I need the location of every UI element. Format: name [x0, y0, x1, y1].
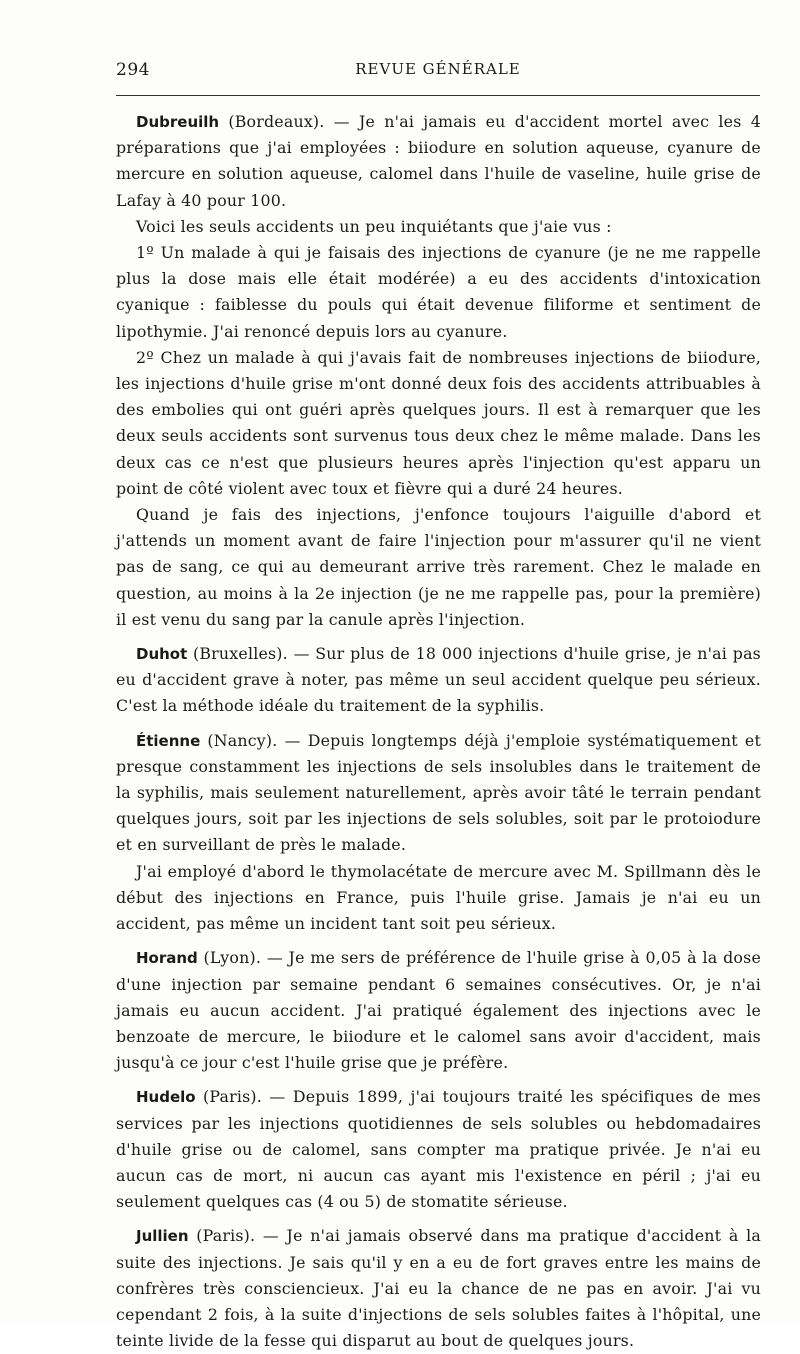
author-name: Dubreuilh — [136, 113, 220, 131]
paragraph-text: (Paris). — Je n'ai jamais observé dans ma pratique d'accident à la suite des injections. Je sais qu'il y en a eu de fort graves entre les mains de confrères très consciencieux. J'ai eu la chance de ne pas en avoir. J'ai vu cependant 2 fois, à la suite d'injections de sels solubles faites à l'hôpital, une teinte livide de la fesse qui disparut au bout de quelques jours. — [116, 1226, 761, 1351]
paragraph-text: (Bordeaux). — Je n'ai jamais eu d'accident mortel avec les 4 préparations que j'ai employées : biiodure en solution aqueuse, cyanure de mercure en solution aqueuse, calomel dans l'huile de vaseline, huile grise de Lafay à 40 pour 100. — [116, 112, 761, 210]
entry-paragraph: J'ai employé d'abord le thymolacétate de mercure avec M. Spillmann dès le début des injections en France, puis l'huile grise. Jamais je n'ai eu un accident, pas même un incident tant soit peu sérieux. — [116, 861, 761, 934]
entry-paragraph — [116, 1084, 761, 1215]
entry-paragraph — [116, 728, 761, 859]
page-number: 294 — [116, 60, 150, 80]
author-name: Horand — [136, 949, 198, 968]
entry-paragraph: 1º Un malade à qui je faisais des injections de cyanure (je ne me rappelle plus la dose mais elle était modérée) a eu des accidents d'intoxication cyanique : faiblesse du pouls qui était devenue filiforme et sentiment de lipothymie. J'ai renoncé depuis lors au cyanure. — [116, 243, 761, 341]
entry-paragraph: Quand je fais des injections, j'enfonce toujours l'aiguille d'abord et j'attends un moment avant de faire l'injection pour m'assurer qu'il ne vient pas de sang, ce qui au demeurant arrive très rarement. Chez le malade en question, au moins à la 2e injection (je ne me rappelle pas, pour la première) il est venu du sang par la canule après l'injection. — [116, 505, 761, 629]
paragraph-text: (Nancy). — Depuis longtemps déjà j'emploie systématiquement et presque constamment les injections de sels insolubles dans le traitement de la syphilis, mais seulement naturellement, après avoir tâté le terrain pendant quelques jours, soit par les injections de sels solubles, soit par le protoiodure et en surveillant de près le malade. — [116, 730, 761, 855]
author-name: Étienne — [136, 731, 201, 750]
paragraph-text: (Paris). — Depuis 1899, j'ai toujours traité les spécifiques de mes services par les injections quotidiennes de sels solubles ou hebdomadaires d'huile grise ou de calomel, sans compter ma pratique privée. Je n'ai eu aucun cas de mort, ni aucun cas ayant mis l'existence en péril ; j'ai eu seulement quelques cas (4 ou 5) de stomatite sérieuse. — [116, 1087, 761, 1212]
entry-paragraph — [116, 109, 761, 214]
header-rule — [116, 95, 760, 96]
paragraph-text: (Lyon). — Je me sers de préférence de l'huile grise à 0,05 à la dose d'une injection par semaine pendant 6 semaines consécutives. Or, je n'ai jamais eu aucun accident. J'ai pratiqué également des injections avec le benzoate de mercure, le biiodure et le calomel sans avoir d'accident, mais jusqu'à ce jour c'est l'huile grise que je préfère. — [116, 948, 761, 1073]
paragraph-text: (Bruxelles). — Sur plus de 18 000 injections d'huile grise, je n'ai pas eu d'accident grave à noter, pas même un seul accident quelque peu sérieux. C'est la méthode idéale du traitement de la syphilis. — [116, 644, 761, 716]
author-name: Hudelo — [136, 1088, 196, 1107]
author-name: Duhot — [136, 645, 188, 664]
article-body — [116, 109, 761, 1354]
entry-paragraph — [116, 945, 761, 1076]
entry-paragraph — [116, 641, 761, 720]
author-name: Jullien — [136, 1227, 189, 1246]
page-header — [116, 60, 760, 84]
entry-paragraph — [116, 1223, 761, 1354]
entry-paragraph: 2º Chez un malade à qui j'avais fait de nombreuses injections de biiodure, les injections d'huile grise m'ont donné deux fois des accidents attribuables à des embolies qui ont guéri après quelques jours. Il est à remarquer que les deux seuls accidents sont survenus tous deux chez le même malade. Dans les deux cas ce n'est que plusieurs heures après l'injection qu'est apparu un point de côté violent avec toux et fièvre qui a duré 24 heures. — [116, 347, 761, 498]
entry-paragraph: Voici les seuls accidents un peu inquiétants que j'aie vus : — [136, 216, 612, 236]
running-title: REVUE GÉNÉRALE — [355, 60, 521, 78]
